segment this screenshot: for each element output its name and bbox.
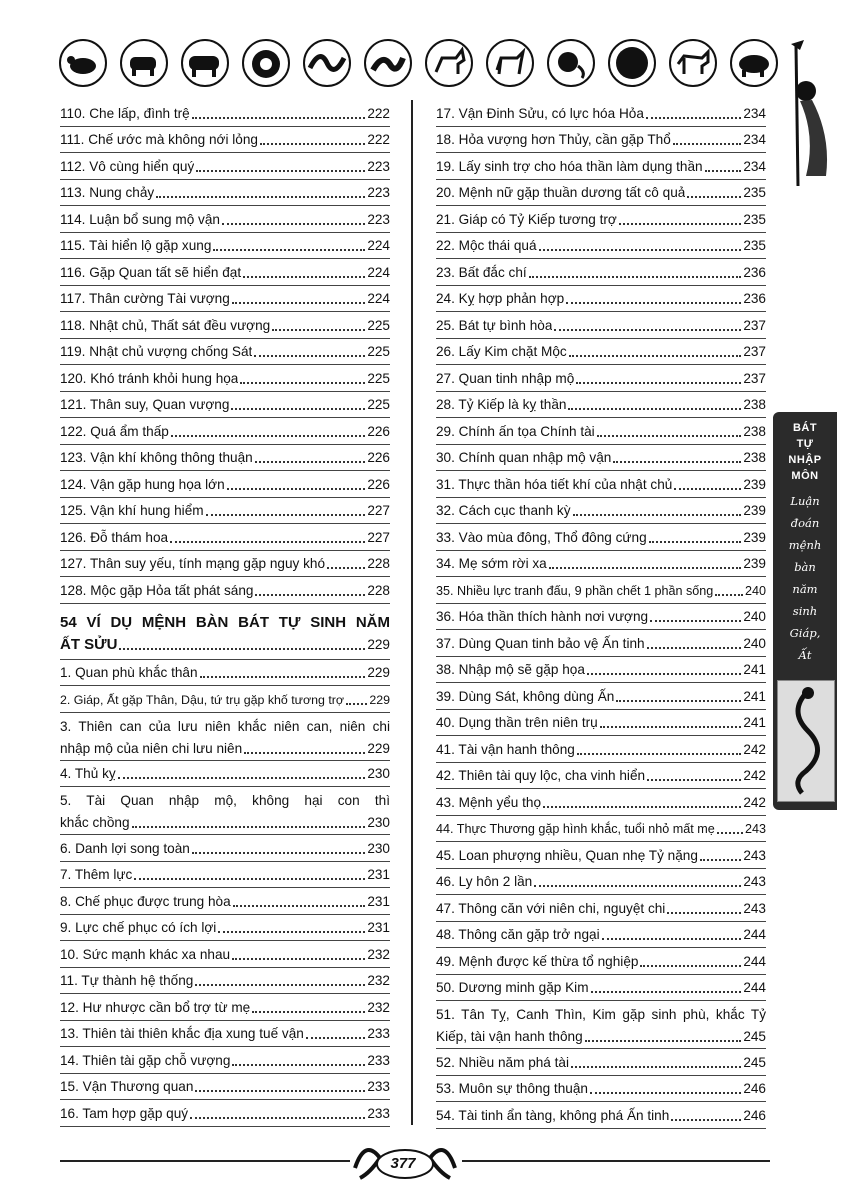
toc-entry[interactable]: 128. Mộc gặp Hỏa tất phát sáng 228 [60, 577, 390, 604]
ox-icon [119, 38, 169, 88]
toc-entry[interactable]: 119. Nhật chủ vượng chống Sát 225 [60, 339, 390, 366]
toc-entry[interactable]: 39. Dùng Sát, không dùng Ấn 241 [436, 683, 766, 710]
rooster-icon [607, 38, 657, 88]
toc-entry[interactable]: 111. Chế ước mà không nới lỏng 222 [60, 127, 390, 154]
toc-entry[interactable]: 30. Chính quan nhập mộ vận 238 [436, 445, 766, 472]
toc-entry[interactable]: 123. Vận khí không thông thuận 226 [60, 445, 390, 472]
toc-entry[interactable]: 14. Thiên tài gặp chỗ vượng 233 [60, 1047, 390, 1074]
toc-entry[interactable]: 35. Nhiều lực tranh đấu, 9 phần chết 1 phần sống 240 [436, 577, 766, 604]
toc-entry-line1: 51. Tân Tỵ, Canh Thìn, Kim gặp sinh phù, khắc Tỷ [436, 1007, 766, 1022]
chapter-side-tab[interactable] [773, 412, 837, 810]
toc-entry[interactable]: 126. Đỗ thám hoa 227 [60, 524, 390, 551]
toc-entry[interactable]: 18. Hỏa vượng hơn Thủy, cần gặp Thổ 234 [436, 127, 766, 154]
toc-entry[interactable]: 8. Chế phục được trung hòa 231 [60, 888, 390, 915]
toc-entry[interactable]: 47. Thông căn với niên chi, nguyệt chi 243 [436, 895, 766, 922]
snake-icon [363, 38, 413, 88]
toc-entry-line1: 5. Tài Quan nhập mộ, không hại con thì [60, 793, 390, 808]
toc-entry[interactable]: 7. Thêm lực 231 [60, 862, 390, 889]
toc-entry-line2: nhập mộ của niên chi lưu niên [60, 740, 243, 756]
footer-rule-right [462, 1160, 770, 1162]
section-heading[interactable] [60, 604, 390, 660]
toc-entry[interactable]: 38. Nhập mộ sẽ gặp họa 241 [436, 657, 766, 684]
section-heading-line1: 54 VÍ DỤ MỆNH BÀN BÁT TỰ SINH NĂM [60, 613, 390, 631]
toc-entry[interactable]: 117. Thân cường Tài vượng 224 [60, 286, 390, 313]
toc-entry[interactable]: 11. Tự thành hệ thống 232 [60, 968, 390, 995]
toc-entry[interactable]: 46. Ly hôn 2 lần 243 [436, 869, 766, 896]
toc-entry[interactable]: 48. Thông căn gặp trở ngại 244 [436, 922, 766, 949]
tiger-icon [180, 38, 230, 88]
toc-entry[interactable]: 20. Mệnh nữ gặp thuần dương tất cô quả 235 [436, 180, 766, 207]
toc-entry-line2: khắc chồng [60, 815, 130, 830]
toc-entry-line2: Kiếp, tài vận hanh thông [436, 1029, 583, 1044]
toc-entry[interactable]: 120. Khó tránh khỏi hung họa 225 [60, 365, 390, 392]
toc-entry[interactable]: 22. Mộc thái quá 235 [436, 233, 766, 260]
toc-entry[interactable]: 116. Gặp Quan tất sẽ hiển đạt 224 [60, 259, 390, 286]
toc-entry[interactable]: 26. Lấy Kim chặt Mộc 237 [436, 339, 766, 366]
toc-entry-multiline[interactable] [60, 713, 390, 761]
toc-entry-page: 245 [743, 1029, 766, 1044]
toc-entry-line1: 3. Thiên can của lưu niên khắc niên can, niên chi [60, 718, 390, 734]
toc-entry-page: 229 [367, 740, 390, 756]
toc-entry-page: 230 [367, 815, 390, 830]
toc-entry[interactable]: 45. Loan phượng nhiều, Quan nhẹ Tỷ nặng 243 [436, 842, 766, 869]
toc-entry[interactable]: 115. Tài hiển lộ gặp xung 224 [60, 233, 390, 260]
toc-entry[interactable]: 2. Giáp, Ất gặp Thân, Dậu, tứ trụ gặp khố tương trợ 229 [60, 686, 390, 713]
toc-entry[interactable]: 37. Dùng Quan tinh bảo vệ Ấn tinh 240 [436, 630, 766, 657]
toc-entry[interactable]: 10. Sức mạnh khác xa nhau 232 [60, 941, 390, 968]
toc-entry[interactable]: 13. Thiên tài thiên khắc địa xung tuế vận 233 [60, 1021, 390, 1048]
toc-entry[interactable]: 19. Lấy sinh trợ cho hóa thần làm dụng thần 234 [436, 153, 766, 180]
goat-icon [485, 38, 535, 88]
toc-entry[interactable]: 122. Quá ẩm thấp 226 [60, 418, 390, 445]
toc-left-column [60, 100, 390, 1127]
toc-entry[interactable]: 9. Lực chế phục có ích lợi 231 [60, 915, 390, 942]
toc-entry[interactable]: 50. Dương minh gặp Kim 244 [436, 975, 766, 1002]
rat-icon [58, 38, 108, 88]
page-number: 377 [390, 1155, 416, 1172]
toc-group-110-128 [60, 100, 390, 604]
toc-entry[interactable]: 42. Thiên tài quy lộc, cha vinh hiển 242 [436, 763, 766, 790]
toc-entry[interactable]: 41. Tài vận hanh thông 242 [436, 736, 766, 763]
toc-entry[interactable]: 25. Bát tự bình hòa 237 [436, 312, 766, 339]
toc-entry[interactable]: 1. Quan phù khắc thân 229 [60, 660, 390, 687]
toc-entry[interactable]: 12. Hư nhược cần bổ trợ từ mẹ 232 [60, 994, 390, 1021]
toc-entry[interactable]: 17. Vận Đinh Sửu, có lực hóa Hỏa 234 [436, 100, 766, 127]
toc-entry[interactable]: 36. Hóa thần thích hành nơi vượng 240 [436, 604, 766, 631]
toc-entry[interactable]: 32. Cách cục thanh kỳ 239 [436, 498, 766, 525]
toc-entry[interactable]: 44. Thực Thương gặp hình khắc, tuổi nhỏ mất mẹ 243 [436, 816, 766, 843]
toc-entry[interactable]: 52. Nhiều năm phá tài 245 [436, 1049, 766, 1076]
toc-entry-multiline[interactable] [436, 1001, 766, 1049]
toc-entry[interactable]: 4. Thủ kỵ 230 [60, 761, 390, 788]
toc-entry[interactable]: 16. Tam hợp gặp quý 233 [60, 1100, 390, 1127]
section-heading-line2: ẤT SỬU [60, 635, 118, 653]
toc-entry[interactable]: 29. Chính ấn tọa Chính tài 238 [436, 418, 766, 445]
toc-entry[interactable]: 34. Mẹ sớm rời xa 239 [436, 551, 766, 578]
horse-icon [424, 38, 474, 88]
side-tab-title: BÁT TỰ NHẬP MÔN [788, 422, 822, 482]
toc-entry[interactable]: 118. Nhật chủ, Thất sát đều vượng 225 [60, 312, 390, 339]
toc-entry[interactable]: 114. Luận bổ sung mộ vận 223 [60, 206, 390, 233]
toc-entry[interactable]: 43. Mệnh yểu thọ 242 [436, 789, 766, 816]
monkey-icon [546, 38, 596, 88]
toc-entry[interactable]: 21. Giáp có Tỷ Kiếp tương trợ 235 [436, 206, 766, 233]
sage-illustration [776, 36, 836, 186]
toc-entry[interactable]: 27. Quan tinh nhập mộ 237 [436, 365, 766, 392]
dog-icon [668, 38, 718, 88]
toc-group-6-16 [60, 835, 390, 1127]
dragon-icon [302, 38, 352, 88]
pig-icon [729, 38, 779, 88]
dragon-icon [777, 680, 835, 802]
footer-rule-left [60, 1160, 350, 1162]
toc-entry[interactable]: 110. Che lấp, đình trệ 222 [60, 100, 390, 127]
toc-entry[interactable]: 113. Nung chảy 223 [60, 180, 390, 207]
toc-entry[interactable]: 127. Thân suy yếu, tính mạng gặp nguy khó 228 [60, 551, 390, 578]
toc-entry[interactable]: 53. Muôn sự thông thuận 246 [436, 1076, 766, 1103]
toc-entry[interactable]: 31. Thực thần hóa tiết khí của nhật chủ 239 [436, 471, 766, 498]
toc-entry[interactable]: 121. Thân suy, Quan vượng 225 [60, 392, 390, 419]
toc-entry[interactable]: 54. Tài tinh ẩn tàng, không phá Ấn tinh 246 [436, 1102, 766, 1129]
cat-icon [241, 38, 291, 88]
column-divider [411, 100, 413, 1125]
section-heading-page: 229 [367, 636, 390, 652]
toc-entry[interactable]: 6. Danh lợi song toàn 230 [60, 835, 390, 862]
toc-entry[interactable]: 125. Vận khí hung hiểm 227 [60, 498, 390, 525]
toc-entry-multiline[interactable] [60, 787, 390, 835]
toc-entry[interactable]: 40. Dụng thần trên niên trụ 241 [436, 710, 766, 737]
toc-entry[interactable]: 112. Vô cùng hiển quý 223 [60, 153, 390, 180]
toc-right-column [436, 100, 766, 1129]
zodiac-header [58, 38, 778, 90]
toc-entry[interactable]: 28. Tỷ Kiếp là kỵ thần 238 [436, 392, 766, 419]
toc-group-17-50 [436, 100, 766, 1001]
toc-entry[interactable]: 49. Mệnh được kế thừa tổ nghiệp 244 [436, 948, 766, 975]
toc-entry[interactable]: 24. Kỵ hợp phản hợp 236 [436, 286, 766, 313]
toc-entry[interactable]: 23. Bất đắc chí 236 [436, 259, 766, 286]
toc-entry[interactable]: 124. Vận gặp hung họa lớn 226 [60, 471, 390, 498]
side-tab-subtitle: Luận đoán mệnh bàn năm sinh Giáp, Ất [788, 494, 822, 662]
toc-entry[interactable]: 15. Vận Thương quan 233 [60, 1074, 390, 1101]
toc-entry[interactable]: 33. Vào mùa đông, Thổ đông cứng 239 [436, 524, 766, 551]
